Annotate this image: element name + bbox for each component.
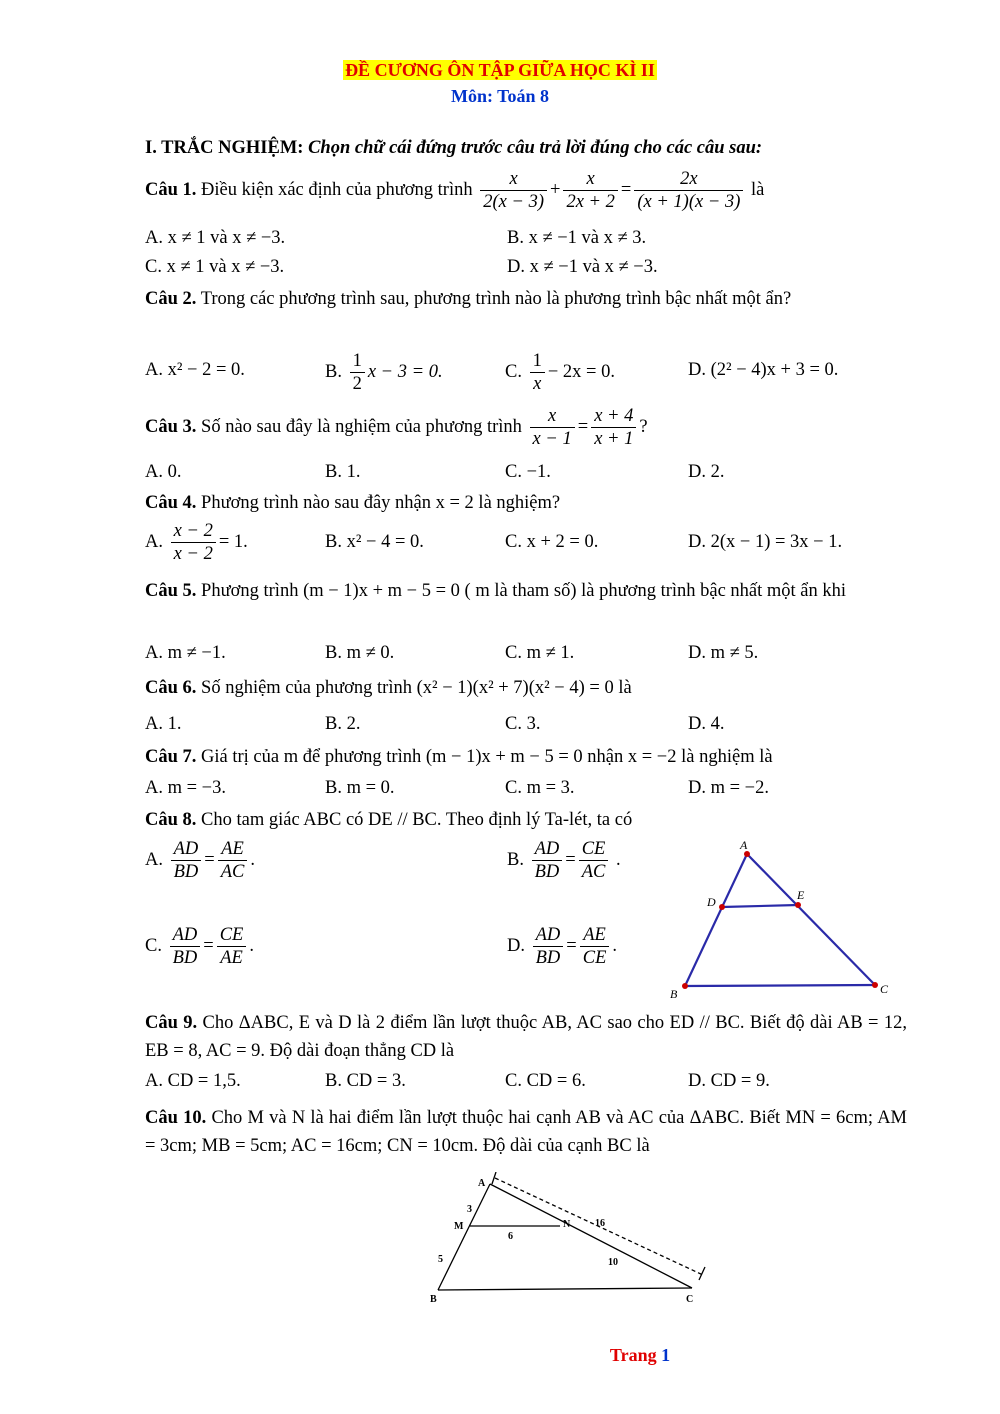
length-label-mb: 5 [438,1254,443,1265]
option-b[interactable]: B. m ≠ 0. [325,643,395,663]
answer-row [145,228,907,258]
question-label: Câu 8. [145,810,197,830]
option-b[interactable]: B. $\frac{1}{2}$ x − 3 = 0. [325,351,443,394]
option-a[interactable]: A. m = −3. [145,778,226,798]
option-b[interactable]: B. CD = 3. [325,1071,406,1091]
question-2 [145,285,907,313]
question-label: Câu 1. [145,179,197,200]
vertex-label-a: A [478,1178,486,1189]
document-title: ĐỀ CƯƠNG ÔN TẬP GIỮA HỌC KÌ II [345,60,655,80]
question-1: Câu 1. Điều kiện xác định của phương trình $\frac{x}{2(x - 3)}$ + $\frac{x}{2x + 2}$ = $\frac{2x}{(x + 1)(x - 3)}$ là [145,169,765,212]
question-6 [145,674,907,702]
question-text: Phương trình nào sau đây nhận x = 2 là nghiệm? [201,493,561,513]
fraction: $\frac{2x}{(x + 1)(x - 3)}$ [634,168,743,213]
question-text: Trong các phương trình sau, phương trình nào là phương trình bậc nhất một ẩn? [200,289,792,309]
question-label: Câu 2. [145,289,197,309]
question-4 [145,489,907,517]
answer-row [145,350,907,398]
question-10 [145,1104,907,1160]
question-text: Cho ΔABC, E và D là 2 điểm lần lượt thuộc AB, AC sao cho ED // BC. Biết độ dài AB = 12, EB = 8, AC = 9. Độ dài đoạn thẳng CD là [145,1013,907,1061]
option-c[interactable]: C. −1. [505,462,551,482]
answer-row [145,257,907,287]
question-text: Số nghiệm của phương trình (x² − 1)(x² + 7)(x² − 4) = 0 là [201,678,632,698]
vertex-label-e: E [797,888,805,902]
question-text: Giá trị của m để phương trình (m − 1)x + m − 5 = 0 nhận x = −2 là nghiệm là [201,747,773,767]
question-label: Câu 5. [145,581,197,601]
option-c[interactable]: C. x ≠ 1 và x ≠ −3. [145,257,285,277]
option-d[interactable]: D. $\frac{AD}{BD}$ = $\frac{AE}{CE}$ . [507,925,617,968]
option-d[interactable]: D. 4. [688,714,725,734]
answer-row [145,643,907,673]
answer-row [145,778,907,808]
question-text: Cho M và N là hai điểm lần lượt thuộc hai cạnh AB và AC của ΔABC. Biết MN = 6cm; AM = 3cm; MB = 5cm; AC = 16cm; CN = 10cm. Độ dài của cạnh BC là [145,1108,908,1156]
vertex-label-b: B [430,1294,437,1305]
option-b[interactable]: B. 2. [325,714,361,734]
answer-row [145,462,907,492]
option-b[interactable]: B. 1. [325,462,361,482]
option-a[interactable]: A. $\frac{AD}{BD}$ = $\frac{AE}{AC}$ . [145,839,255,882]
question-label: Câu 6. [145,678,197,698]
option-c[interactable]: C. $\frac{1}{x}$ − 2x = 0. [505,351,615,394]
footer-label: Trang [609,1345,657,1365]
question-8 [145,806,907,834]
option-a[interactable]: A. x ≠ 1 và x ≠ −3. [145,228,286,248]
page-footer [0,1345,1000,1366]
option-c[interactable]: C. $\frac{AD}{BD}$ = $\frac{CE}{AE}$ . [145,925,254,968]
question-text: Số nào sau đây là nghiệm của phương trình [201,416,522,437]
option-b[interactable]: B. x ≠ −1 và x ≠ 3. [507,228,647,248]
question-5 [145,577,907,605]
option-b[interactable]: B. $\frac{AD}{BD}$ = $\frac{CE}{AC}$ . [507,839,621,882]
question-label: Câu 4. [145,493,197,513]
option-a[interactable]: A. 1. [145,714,182,734]
question-label: Câu 3. [145,416,197,437]
option-d[interactable]: D. m = −2. [688,778,769,798]
vertex-label-c: C [880,982,889,996]
option-a[interactable]: A. CD = 1,5. [145,1071,241,1091]
question-text: Cho tam giác ABC có DE // BC. Theo định lý Ta-lét, ta có [201,810,633,830]
option-c[interactable]: C. CD = 6. [505,1071,586,1091]
vertex-label-m: M [454,1221,464,1232]
question-label: Câu 9. [145,1013,198,1033]
option-a[interactable]: A. m ≠ −1. [145,643,226,663]
question-3: Câu 3. Số nào sau đây là nghiệm của phương trình $\frac{x}{x - 1}$ = $\frac{x + 4}{x + 1}$ ? [145,406,648,449]
option-b[interactable]: B. m = 0. [325,778,395,798]
question-label: Câu 10. [145,1108,207,1128]
vertex-label-c: C [686,1294,694,1305]
option-b[interactable]: B. x² − 4 = 0. [325,532,424,552]
fraction: $\frac{x}{2x + 2}$ [563,168,617,213]
page-number: 1 [661,1345,671,1365]
option-c[interactable]: C. m = 3. [505,778,575,798]
question-text: Phương trình (m − 1)x + m − 5 = 0 ( m là tham số) là phương trình bậc nhất một ẩn khi [201,581,847,601]
question-text: Điều kiện xác định của phương trình [201,179,473,200]
length-label-mn: 6 [508,1231,513,1242]
answer-row [145,520,907,570]
option-a[interactable]: A. x² − 2 = 0. [145,360,245,380]
vertex-label-n: N [563,1219,571,1230]
length-label-ac: 16 [595,1218,605,1229]
option-a[interactable]: A. $\frac{x - 2}{x - 2}$ = 1. [145,521,248,564]
section-label: I. TRẮC NGHIỆM: [145,138,304,158]
question-7 [145,743,907,771]
answer-row [145,1071,907,1101]
option-d[interactable]: D. 2. [688,462,725,482]
fraction: $\frac{x}{2(x - 3)}$ [480,168,547,213]
document-subject: Môn: Toán 8 [450,86,550,106]
option-d[interactable]: D. m ≠ 5. [688,643,759,663]
option-d[interactable]: D. (2² − 4)x + 3 = 0. [688,360,839,380]
section-instruction: Chọn chữ cái đứng trước câu trả lời đúng cho các câu sau: [308,138,763,158]
option-a[interactable]: A. 0. [145,462,182,482]
triangle-figure-q10 [420,1172,720,1312]
option-d[interactable]: D. x ≠ −1 và x ≠ −3. [507,257,658,277]
answer-row [145,714,907,744]
option-c[interactable]: C. x + 2 = 0. [505,532,599,552]
triangle-figure-q8 [660,836,900,1006]
option-c[interactable]: C. m ≠ 1. [505,643,575,663]
option-d[interactable]: D. 2(x − 1) = 3x − 1. [688,532,843,552]
length-label-am: 3 [467,1204,472,1215]
vertex-label-b: B [670,987,678,1001]
option-d[interactable]: D. CD = 9. [688,1071,770,1091]
option-c[interactable]: C. 3. [505,714,541,734]
vertex-label-d: D [707,895,716,909]
question-9 [145,1009,907,1065]
question-label: Câu 7. [145,747,197,767]
vertex-label-a: A [740,838,748,852]
length-label-nc: 10 [608,1257,618,1268]
section-heading [145,134,907,162]
